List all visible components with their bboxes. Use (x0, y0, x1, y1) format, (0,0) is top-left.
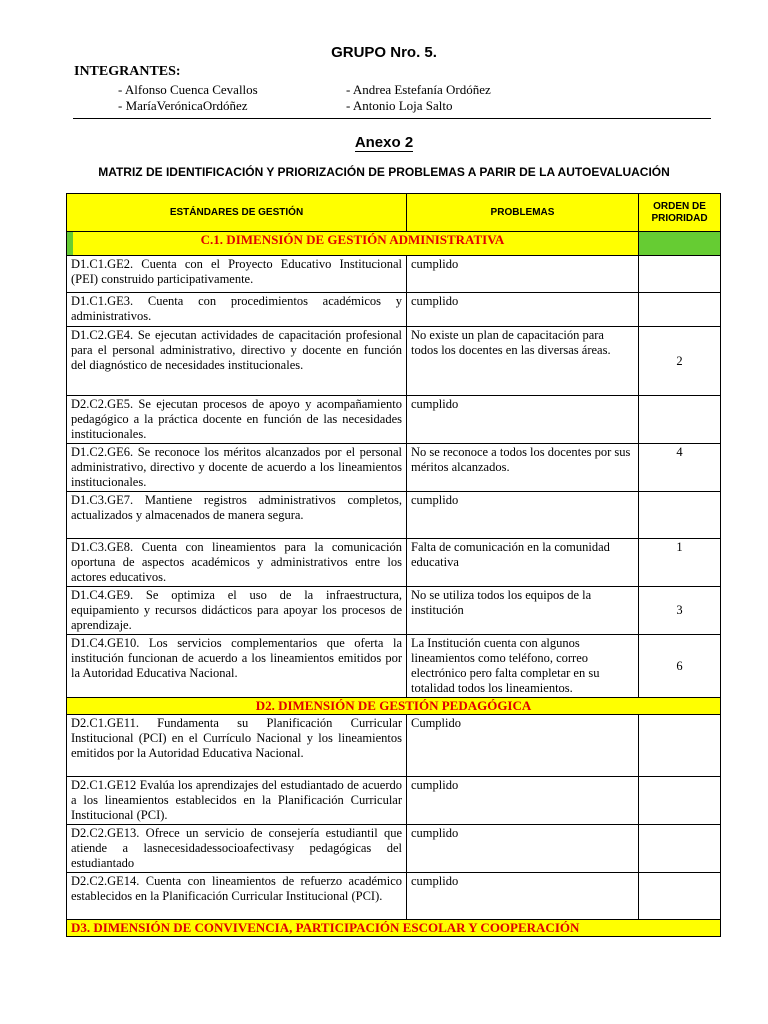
standard-cell: D1.C2.GE6. Se reconoce los méritos alcanzados por el personal administrativo, directivo y docente de acuerdo a los lineamientos institucionales. (67, 444, 407, 492)
table-row (67, 715, 721, 777)
header-priority: ORDEN DE PRIORIDAD (639, 194, 721, 232)
priority-cell: 4 (639, 444, 721, 492)
problem-cell: cumplido (407, 492, 639, 539)
priority-cell: 6 (639, 635, 721, 698)
problem-cell: No se reconoce a todos los docentes por sus méritos alcanzados. (407, 444, 639, 492)
header-problems: PROBLEMAS (407, 194, 639, 232)
standard-cell: D1.C3.GE8. Cuenta con lineamientos para la comunicación oportuna de aspectos académicos y administrativos entre los actores educativos. (67, 539, 407, 587)
table-row (67, 539, 721, 587)
member-name: - Antonio Loja Salto (346, 98, 453, 113)
section-row (67, 232, 721, 256)
priority-cell (639, 715, 721, 777)
problem-cell: cumplido (407, 256, 639, 293)
section-title: D2. DIMENSIÓN DE GESTIÓN PEDAGÓGICA (255, 698, 532, 713)
annex-title (0, 134, 768, 151)
problem-cell: cumplido (407, 396, 639, 444)
members-label: INTEGRANTES: (74, 64, 181, 79)
table-row (67, 777, 721, 825)
standard-cell: D1.C2.GE4. Se ejecutan actividades de capacitación profesional para el personal administrativo, directivo y docente en función del diagnóstico de necesidades institucionales. (67, 327, 407, 396)
section-title-cell (67, 232, 639, 256)
table-row (67, 444, 721, 492)
group-title: GRUPO Nro. 5. (331, 44, 437, 61)
standard-cell: D2.C1.GE12 Evalúa los aprendizajes del estudiantado de acuerdo a los lineamientos establecidos en la Planificación Curricular Institucional (PCI). (67, 777, 407, 825)
problem-cell: cumplido (407, 293, 639, 327)
member-name: - Alfonso Cuenca Cevallos (118, 82, 258, 97)
table-row (67, 825, 721, 873)
standard-cell: D1.C3.GE7. Mantiene registros administrativos completos, actualizados y almacenados de manera segura. (67, 492, 407, 539)
table-row (67, 293, 721, 327)
section-priority-cell (639, 232, 721, 256)
priority-matrix-table (66, 193, 721, 937)
problem-cell: cumplido (407, 873, 639, 920)
section-row (67, 698, 721, 715)
section-row (67, 920, 721, 937)
section-marker (67, 232, 73, 255)
priority-cell (639, 256, 721, 293)
table-row (67, 396, 721, 444)
priority-cell (639, 873, 721, 920)
priority-cell (639, 825, 721, 873)
table-row (67, 327, 721, 396)
priority-cell: 1 (639, 539, 721, 587)
priority-cell: 3 (639, 587, 721, 635)
matrix-title: MATRIZ DE IDENTIFICACIÓN Y PRIORIZACIÓN DE PROBLEMAS A PARIR DE LA AUTOEVALUACIÓN (98, 165, 670, 179)
member-name: - Andrea Estefanía Ordóñez (346, 82, 491, 97)
header-standards: ESTÁNDARES DE GESTIÓN (67, 194, 407, 232)
separator-line (73, 118, 711, 119)
table-row (67, 635, 721, 698)
section-title-cell (67, 698, 721, 715)
table-row (67, 492, 721, 539)
priority-cell (639, 492, 721, 539)
annex-title-text: Anexo 2 (354, 134, 414, 151)
problem-cell: cumplido (407, 825, 639, 873)
problem-cell: No existe un plan de capacitación para todos los docentes en las diversas áreas. (407, 327, 639, 396)
section-title-cell (67, 920, 721, 937)
priority-cell (639, 396, 721, 444)
problem-cell: Cumplido (407, 715, 639, 777)
table-row (67, 587, 721, 635)
standard-cell: D2.C1.GE11. Fundamenta su Planificación Curricular Institucional (PCI) en el Currículo Nacional y los lineamientos emitidos por la Autoridad Educativa Nacional. (67, 715, 407, 777)
section-title: D3. DIMENSIÓN DE CONVIVENCIA, PARTICIPACIÓN ESCOLAR Y COOPERACIÓN (71, 920, 580, 935)
standard-cell: D1.C1.GE2. Cuenta con el Proyecto Educativo Institucional (PEI) construido participativamente. (67, 256, 407, 293)
member-name: - MaríaVerónicaOrdóñez (118, 98, 248, 113)
standard-cell: D2.C2.GE14. Cuenta con lineamientos de refuerzo académico establecidos en la Planificación Curricular Institucional (PCI). (67, 873, 407, 920)
problem-cell: cumplido (407, 777, 639, 825)
priority-cell: 2 (639, 327, 721, 396)
standard-cell: D1.C4.GE9. Se optimiza el uso de la infraestructura, equipamiento y recursos didácticos para apoyar los procesos de aprendizaje. (67, 587, 407, 635)
table-row (67, 256, 721, 293)
problem-cell: No se utiliza todos los equipos de la institución (407, 587, 639, 635)
priority-cell (639, 777, 721, 825)
table-header-row (67, 194, 721, 232)
standard-cell: D1.C1.GE3. Cuenta con procedimientos académicos y administrativos. (67, 293, 407, 327)
standard-cell: D2.C2.GE5. Se ejecutan procesos de apoyo y acompañamiento pedagógico a la práctica docente en función de las necesidades institucionales. (67, 396, 407, 444)
table-row (67, 873, 721, 920)
problem-cell: Falta de comunicación en la comunidad educativa (407, 539, 639, 587)
standard-cell: D2.C2.GE13. Ofrece un servicio de consejería estudiantil que atiende a lasnecesidadessocioafectivasy pedagógicas del estudiantado (67, 825, 407, 873)
priority-cell (639, 293, 721, 327)
standard-cell: D1.C4.GE10. Los servicios complementarios que oferta la institución funcionan de acuerdo a los lineamientos emitidos por la Autoridad Educativa Nacional. (67, 635, 407, 698)
section-title: C.1. DIMENSIÓN DE GESTIÓN ADMINISTRATIVA (200, 232, 505, 247)
problem-cell: La Institución cuenta con algunos lineamientos como teléfono, correo electrónico pero falta completar en su totalidad todos los lineamientos. (407, 635, 639, 698)
